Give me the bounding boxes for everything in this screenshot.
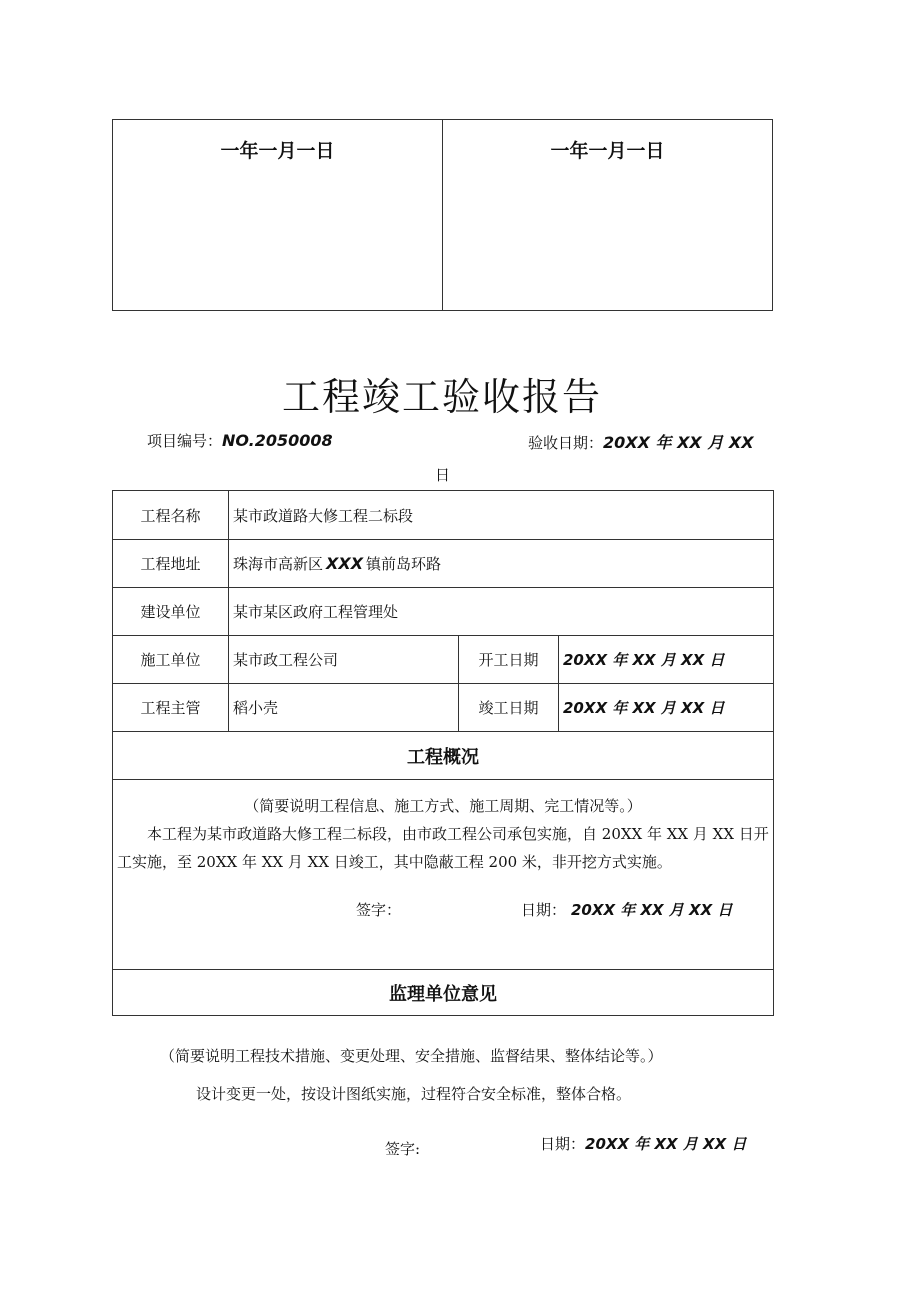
row-manager xyxy=(113,684,774,732)
signature-date-left: 一年一月一日 xyxy=(220,140,335,162)
supervisor-hint: （简要说明工程技术措施、变更处理、安全措施、监督结果、整体结论等。） xyxy=(160,1047,663,1065)
row-overview-heading xyxy=(113,732,774,780)
document-title: 工程竣工验收报告 xyxy=(281,375,602,419)
row-overview-content xyxy=(113,780,774,970)
project-number-value: NO.2050008 xyxy=(222,431,333,450)
acceptance-date-value: 20XX 年 XX 月 XX xyxy=(603,433,754,452)
address-part-1: 珠海市高新区 xyxy=(233,555,324,573)
overview-body: 本工程为某市政道路大修工程二标段，由市政工程公司承包实施，自 20XX 年 XX 月 XX 日开工实施，至 20XX 年 XX 月 XX 日竣工，其中隐蔽工程 200 米，非开挖方式实施。 xyxy=(117,825,769,871)
row-owner xyxy=(113,588,774,636)
label-project-address: 工程地址 xyxy=(113,540,229,588)
project-number xyxy=(147,430,333,451)
project-number-label: 项目编号： xyxy=(147,432,223,450)
overview-content xyxy=(113,780,774,970)
label-project-name: 工程名称 xyxy=(113,491,229,540)
value-end-date: 20XX 年 XX 月 XX 日 xyxy=(559,684,774,732)
supervisor-heading: 监理单位意见 xyxy=(113,970,774,1016)
overview-heading: 工程概况 xyxy=(113,732,774,780)
value-start-date: 20XX 年 XX 月 XX 日 xyxy=(559,636,774,684)
overview-date-label: 日期： xyxy=(521,901,567,919)
supervisor-date-value: 20XX 年 XX 月 XX 日 xyxy=(585,1135,747,1153)
value-owner: 某市某区政府工程管理处 xyxy=(229,588,774,636)
address-code: XXX xyxy=(326,554,364,573)
supervisor-date xyxy=(540,1133,746,1154)
acceptance-date xyxy=(528,430,754,453)
overview-hint: （简要说明工程信息、施工方式、施工周期、完工情况等。） xyxy=(244,797,642,815)
overview-date-value: 20XX 年 XX 月 XX 日 xyxy=(571,901,733,919)
label-contractor: 施工单位 xyxy=(113,636,229,684)
row-project-name xyxy=(113,491,774,540)
supervisor-sign-label: 签字: xyxy=(385,1140,421,1158)
overview-sign-label: 签字： xyxy=(356,901,402,919)
value-project-address xyxy=(229,540,774,588)
label-owner: 建设单位 xyxy=(113,588,229,636)
row-project-address xyxy=(113,540,774,588)
address-part-2: 镇前岛环路 xyxy=(366,555,442,573)
row-supervisor-heading xyxy=(113,970,774,1016)
value-project-name: 某市政道路大修工程二标段 xyxy=(229,491,774,540)
supervisor-body: 设计变更一处，按设计图纸实施，过程符合安全标准，整体合格。 xyxy=(196,1085,632,1103)
info-table xyxy=(112,490,774,1016)
value-manager: 稻小壳 xyxy=(229,684,459,732)
row-contractor xyxy=(113,636,774,684)
label-manager: 工程主管 xyxy=(113,684,229,732)
signature-box-right xyxy=(442,119,773,311)
value-contractor: 某市政工程公司 xyxy=(229,636,459,684)
label-end-date: 竣工日期 xyxy=(459,684,559,732)
signature-date-right: 一年一月一日 xyxy=(550,140,665,162)
supervisor-date-label: 日期： xyxy=(540,1135,586,1153)
acceptance-date-label: 验收日期： xyxy=(528,434,604,452)
acceptance-date-wrap: 日 xyxy=(435,466,451,484)
label-start-date: 开工日期 xyxy=(459,636,559,684)
overview-signature-line xyxy=(117,896,769,924)
signature-box-left xyxy=(112,119,443,311)
